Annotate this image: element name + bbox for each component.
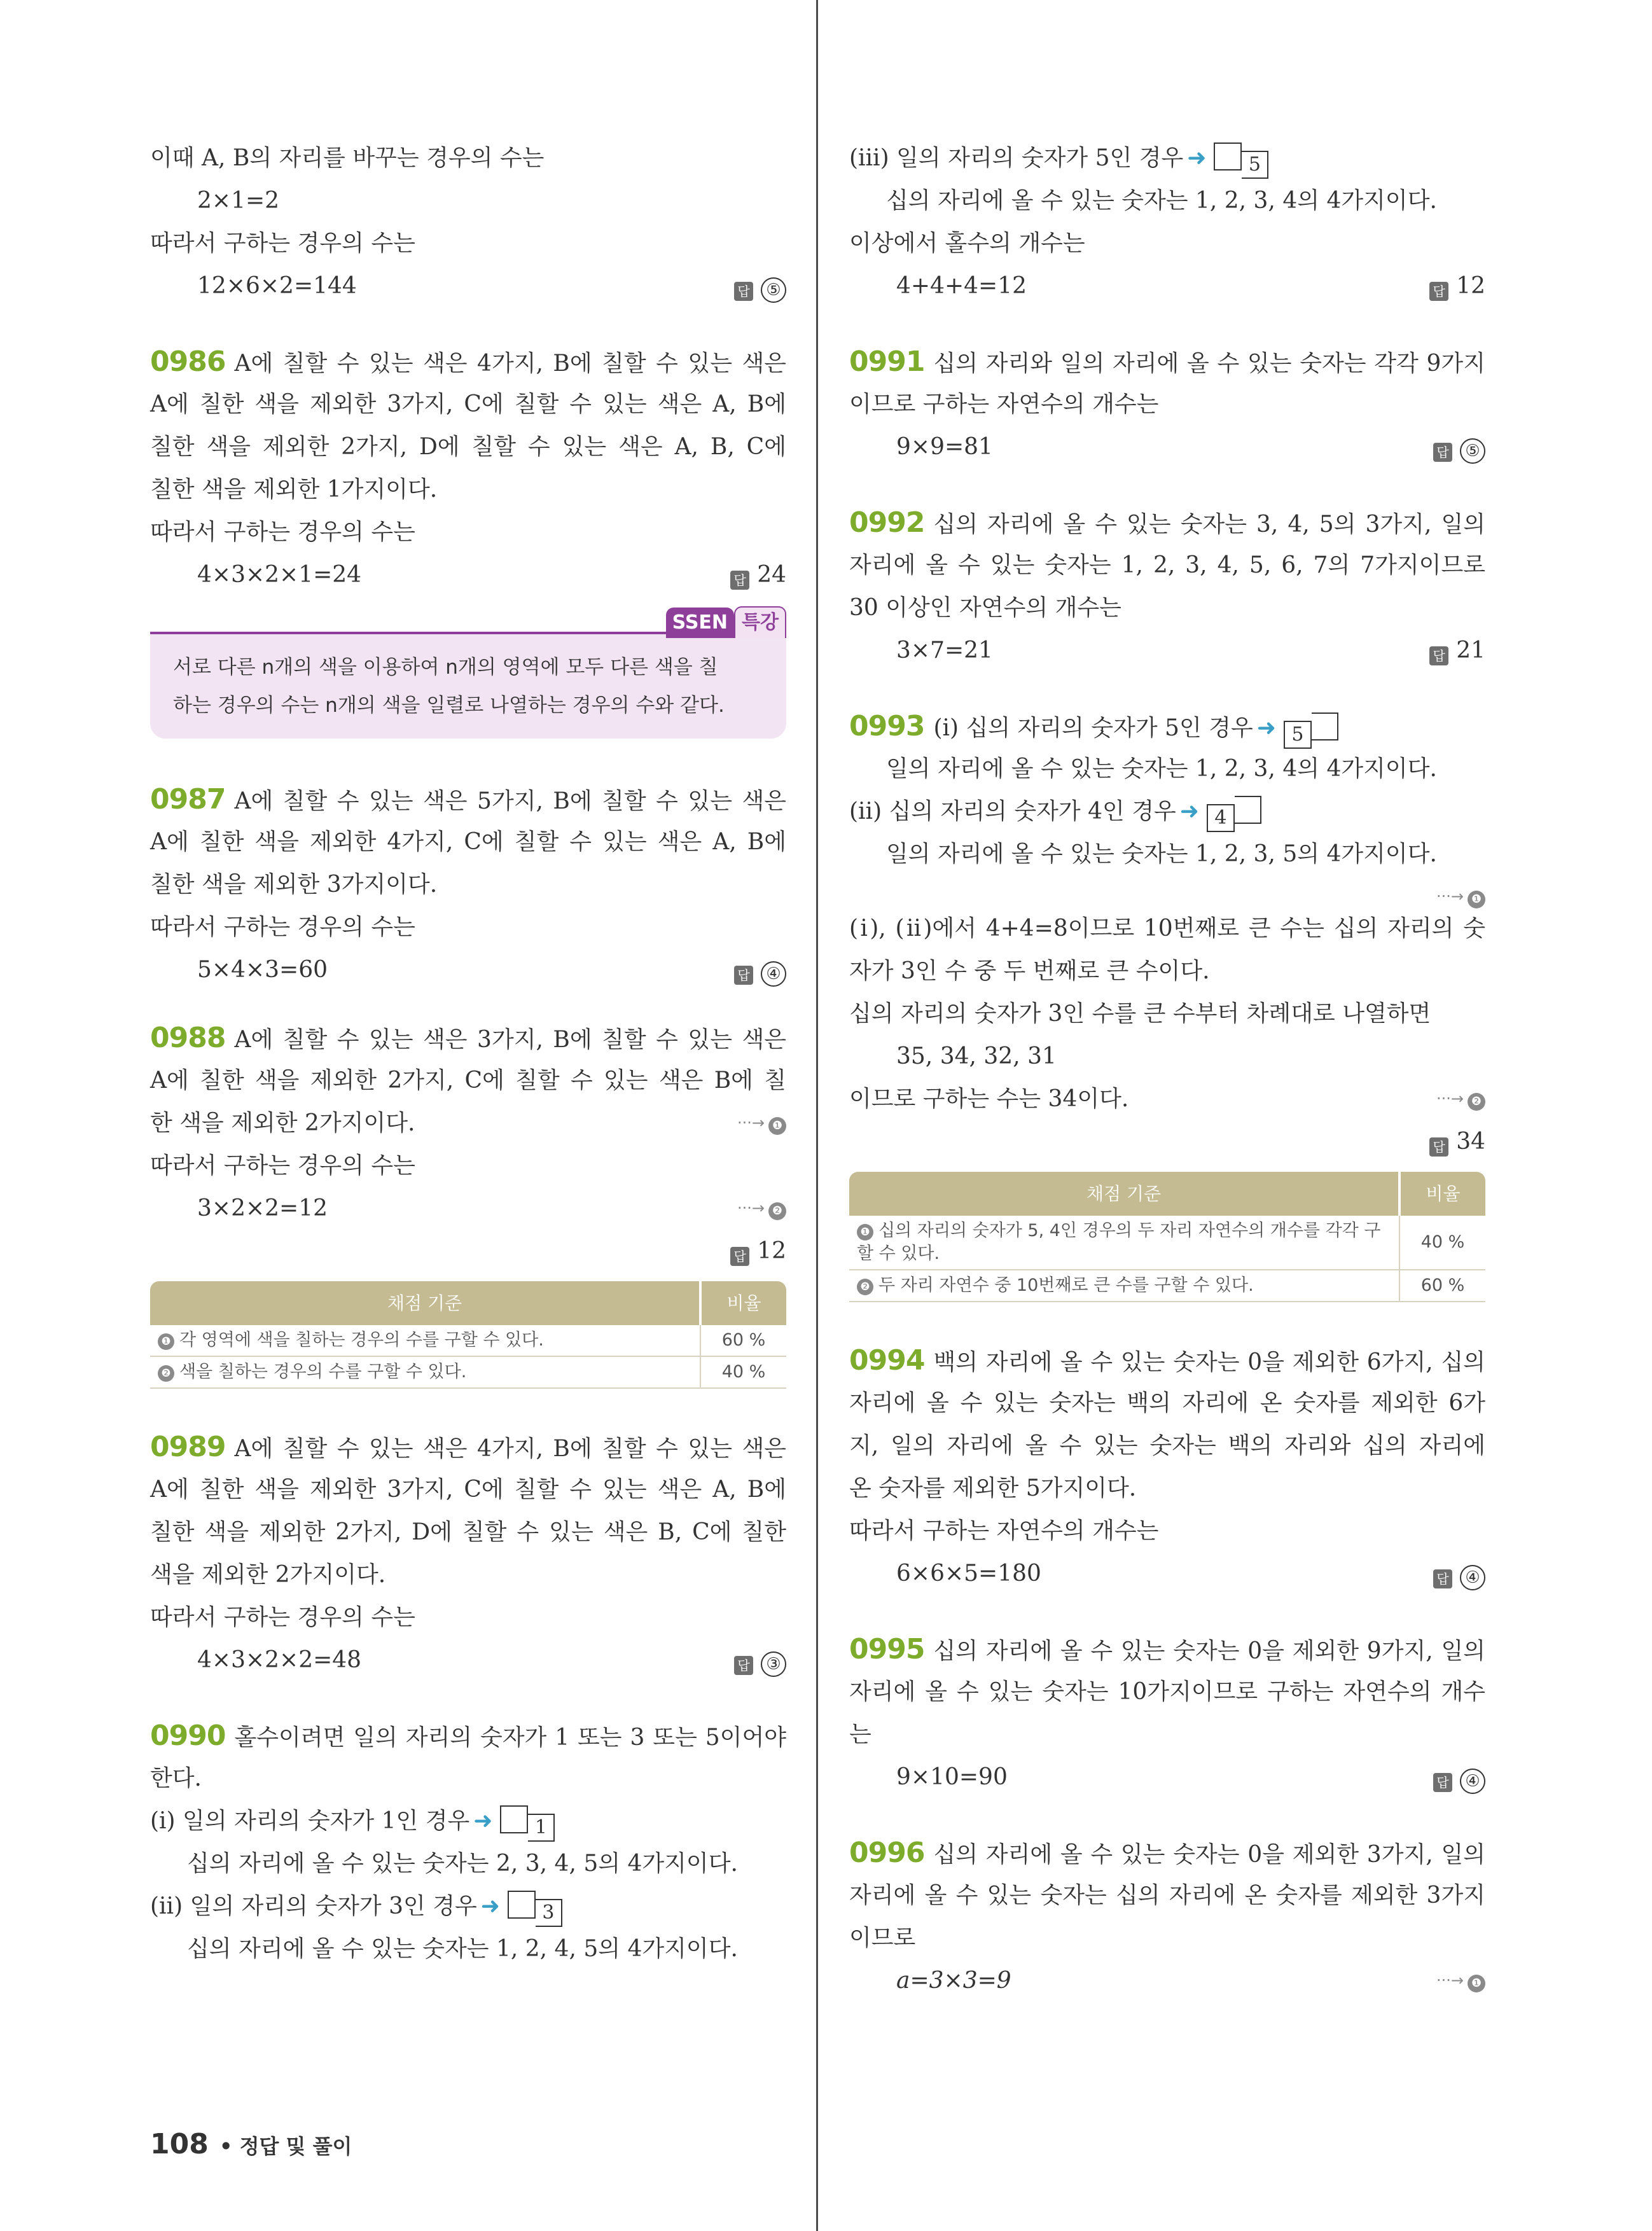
step-mark: ···→ ❷ [737,1187,786,1230]
answer [1429,265,1485,307]
answer [734,1639,786,1681]
text-line: 십의 자리에 올 수 있는 숫자는 1, 2, 4, 5의 4가지이다. [187,1936,738,1962]
text-line: (ⅰ) 일의 자리의 숫자가 1인 경우 [150,1808,470,1834]
empty-digit-box [1214,142,1242,170]
problem-0990-first-line [150,1714,786,1757]
problem-0988-first-line [150,1017,786,1059]
equation-line [849,629,1485,672]
answer-mark-icon: 답 [1429,1137,1448,1157]
text-line: 십의 자리에 올 수 있는 숫자는 2, 3, 4, 5의 4가지이다. [187,1851,738,1877]
text-line: 칠한 색을 제외한 1가지이다. [150,476,438,503]
arrow-right-icon: ➜ [1256,715,1276,741]
text-line: 칠한 색을 제외한 2가지, D에 칠할 수 있는 색은 A, B, C에 [150,434,786,460]
text-line: 홀수이려면 일의 자리의 숫자가 1 또는 3 또는 5이어야 [234,1725,786,1751]
answer [734,265,786,307]
text-line: 십의 자리와 일의 자리에 올 수 있는 숫자는 각각 9가지 [933,351,1485,377]
answer-value: 34 [1456,1129,1485,1155]
answer-mark-icon: 답 [1429,646,1448,665]
text-line: 자리에 올 수 있는 숫자는 10가지이므로 구하는 자연수의 개수 [849,1679,1485,1705]
text-line: 온 숫자를 제외한 5가지이다. [849,1475,1137,1501]
text-line: A에 칠할 수 있는 색은 4가지, B에 칠할 수 있는 색은 [234,351,786,377]
digit-box: 5 [1284,721,1312,749]
equation: 5×4×3=60 [197,957,328,983]
problem-number: 0992 [849,506,925,539]
text-line: (ⅰ) 십의 자리의 숫자가 5인 경우 [933,715,1253,741]
problem-0989-first-line [150,1426,786,1468]
text-line: 따라서 구하는 자연수의 개수는 [849,1518,1159,1544]
case-line [150,1885,786,1928]
left-column [150,137,786,1970]
step-mark: ···→ ❷ [1436,1078,1485,1120]
criterion-rate: 60 % [1399,1270,1485,1302]
equation: a=3×3=9 [896,1968,1011,1994]
text-line: 이므로 구하는 자연수의 개수는 [849,391,1159,417]
answer [1433,1552,1485,1595]
page-number: 108 [150,2128,209,2160]
digit-box: 4 [1207,804,1235,832]
arrow-right-icon: ➜ [1187,145,1207,171]
table-header: 채점 기준 [849,1172,1399,1216]
answer-mark-icon: 답 [730,1247,749,1266]
answer-mark-icon: 답 [734,282,753,301]
text-line: 따라서 구하는 경우의 수는 [150,519,415,545]
step-number: ❶ [1468,891,1485,908]
tip-header [150,600,786,632]
answer-mark-icon: 답 [734,1656,753,1675]
digit-box: 5 [1242,151,1268,179]
problem-0986-first-line [150,340,786,383]
answer [1429,629,1485,672]
answer-mark-icon: 답 [1433,1569,1452,1588]
problem-0995-first-line [849,1628,1485,1671]
text-line: 이때 A, B의 자리를 바꾸는 경우의 수는 [150,145,545,171]
answer-value: ③ [761,1651,786,1677]
answer-value: ⑤ [1460,438,1485,464]
text-line: A에 칠한 색을 제외한 2가지, C에 칠할 수 있는 색은 B에 칠 [150,1067,786,1094]
equation: 3×2×2=12 [197,1195,328,1221]
problem-number: 0995 [849,1633,925,1665]
equation-line [849,1756,1485,1798]
answer-mark-icon: 답 [730,571,749,590]
text-line: 자가 3인 수 중 두 번째로 큰 수이다. [849,958,1210,984]
step-number: ❷ [768,1202,786,1220]
answer-line [150,1230,786,1272]
text-line: A에 칠할 수 있는 색은 5가지, B에 칠할 수 있는 색은 [234,788,786,814]
criterion-number: ❷ [158,1365,174,1382]
text-line: 는 [849,1721,871,1748]
table-row [150,1356,786,1388]
answer-value: 21 [1456,637,1485,664]
answer-mark-icon: 답 [734,966,753,985]
text-line: 십의 자리에 올 수 있는 숫자는 1, 2, 3, 4의 4가지이다. [886,188,1437,214]
table-row [849,1216,1485,1270]
text-line: 한다. [150,1765,202,1791]
empty-digit-box [500,1805,528,1833]
text-line: 자리에 올 수 있는 숫자는 십의 자리에 온 숫자를 제외한 3가지 [849,1882,1485,1908]
criterion-number: ❶ [857,1224,873,1241]
text-line-with-mark [150,1102,786,1144]
text-line: 30 이상인 자연수의 개수는 [849,595,1121,621]
equation-line [150,1187,786,1230]
text-line: 십의 자리에 올 수 있는 숫자는 3, 4, 5의 3가지, 일의 [933,511,1485,538]
right-column [849,137,1485,2002]
problem-0992-first-line [849,501,1485,544]
answer-value: 12 [1456,273,1485,299]
table-row [150,1325,786,1356]
equation: 4+4+4=12 [896,273,1027,299]
problem-0996-first-line [849,1831,1485,1874]
text-line: A에 칠한 색을 제외한 3가지, C에 칠할 수 있는 색은 A, B에 [150,1477,786,1503]
equation: 4×3×2×2=48 [197,1647,362,1673]
problem-number: 0988 [150,1022,226,1054]
answer [1429,1120,1485,1163]
problem-number: 0991 [849,345,925,378]
problem-0993-first-line [849,705,1485,747]
answer [730,1230,786,1272]
digit-box: 3 [536,1899,562,1927]
criterion-text: 각 영역에 색을 칠하는 경우의 수를 구할 수 있다. [179,1330,544,1350]
problem-number: 0990 [150,1720,226,1752]
table-header: 비율 [1399,1172,1485,1216]
text-line: (ⅱ) 십의 자리의 숫자가 4인 경우 [849,798,1176,824]
answer-value: ④ [1460,1769,1485,1794]
criterion-text: 십의 자리의 숫자가 5, 4인 경우의 두 자리 자연수의 개수를 각각 구할 수 있다. [857,1221,1381,1263]
case-line [849,790,1485,833]
empty-digit-box [508,1891,536,1919]
text-line: 십의 자리에 올 수 있는 숫자는 0을 제외한 3가지, 일의 [933,1842,1485,1868]
step-number: ❶ [768,1117,786,1135]
text-line: 칠한 색을 제외한 2가지, D에 칠할 수 있는 색은 B, C에 칠한 [150,1519,786,1545]
arrow-right-icon: ➜ [473,1808,493,1834]
answer [1433,1756,1485,1798]
text-line: (ⅰ), (ⅱ)에서 4+4=8이므로 10번째로 큰 수는 십의 자리의 숫 [849,915,1485,942]
text-line: 따라서 구하는 경우의 수는 [150,1153,415,1179]
equation: 9×9=81 [896,434,993,460]
tip-box [150,632,786,739]
text-line: 이므로 구하는 수는 34이다. [849,1086,1129,1112]
text-line: 한 색을 제외한 2가지이다. [150,1110,415,1136]
problem-0991-first-line [849,340,1485,383]
ssen-tag: SSEN [666,608,734,638]
text-line: 십의 자리에 올 수 있는 숫자는 0을 제외한 9가지, 일의 [933,1638,1485,1664]
text-line: A에 칠한 색을 제외한 3가지, C에 칠할 수 있는 색은 A, B에 [150,391,786,417]
text-line: 칠한 색을 제외한 3가지이다. [150,872,438,898]
scoring-table [150,1281,786,1389]
text-line: 일의 자리에 올 수 있는 숫자는 1, 2, 3, 5의 4가지이다. [886,841,1437,867]
equation-line [150,265,786,307]
page-footer [150,2128,352,2160]
step-mark: ···→ ❶ [1436,875,1485,918]
answer-value: ④ [761,961,786,987]
text-line: (ⅲ) 일의 자리의 숫자가 5인 경우 [849,145,1184,171]
text-line: 따라서 구하는 경우의 수는 [150,230,415,256]
criterion-text: 두 자리 자연수 중 10번째로 큰 수를 구할 수 있다. [878,1275,1254,1295]
problem-number: 0987 [150,783,226,816]
footer-title: • 정답 및 풀이 [212,2134,352,2158]
answer-value: 24 [757,562,786,588]
text-line: 자리에 올 수 있는 숫자는 백의 자리에 온 숫자를 제외한 6가 [849,1390,1485,1416]
column-divider [816,0,818,2231]
text-line-with-mark [849,1078,1485,1120]
arrow-right-icon: ➜ [480,1893,500,1919]
answer-mark-icon: 답 [1433,1773,1452,1792]
step-number: ❶ [1468,1975,1485,1992]
tip-text: 하는 경우의 수는 n개의 색을 일렬로 나열하는 경우의 수와 같다. [173,694,725,717]
arrow-right-icon: ➜ [1179,798,1199,824]
equation-line [150,553,786,596]
text-line: 십의 자리의 숫자가 3인 수를 큰 수부터 차례대로 나열하면 [849,1001,1431,1027]
equation-line [849,1959,1485,2002]
step-mark: ···→ ❶ [1436,1959,1485,2002]
equation-line [849,426,1485,468]
problem-0994-first-line [849,1339,1485,1382]
text-line: 색을 제외한 2가지이다. [150,1562,386,1588]
answer-mark-icon: 답 [1433,443,1452,462]
problem-number: 0996 [849,1837,925,1869]
text-line: 일의 자리에 올 수 있는 숫자는 1, 2, 3, 4의 4가지이다. [886,756,1437,782]
problem-number: 0993 [849,710,925,742]
step-mark: ···→ ❶ [737,1102,786,1144]
problem-number: 0989 [150,1431,226,1463]
equation-line [849,1552,1485,1595]
answer-line [849,1120,1485,1163]
answer-mark-icon: 답 [1429,282,1448,301]
step-mark-line [849,875,1485,907]
text-line: A에 칠할 수 있는 색은 3가지, B에 칠할 수 있는 색은 [234,1027,786,1053]
text-line: 이상에서 홀수의 개수는 [849,230,1085,256]
text-line: A에 칠한 색을 제외한 4가지, C에 칠할 수 있는 색은 A, B에 [150,829,786,855]
text-line: 따라서 구하는 경우의 수는 [150,1604,415,1630]
equation: 9×10=90 [896,1764,1008,1790]
equation: 12×6×2=144 [197,273,357,299]
special-tag: 특강 [734,606,786,638]
answer [730,553,786,596]
criterion-rate: 40 % [1399,1216,1485,1270]
equation-line [849,265,1485,307]
problem-0987-first-line [150,778,786,821]
table-header: 비율 [700,1281,786,1325]
criterion-rate: 40 % [700,1356,786,1388]
answer [1433,426,1485,468]
empty-digit-box [1235,796,1261,824]
text-line: 따라서 구하는 경우의 수는 [150,914,415,940]
equation-line [150,1639,786,1681]
case-line [849,137,1485,179]
empty-digit-box [1312,712,1338,740]
text-line: 백의 자리에 올 수 있는 숫자는 0을 제외한 6가지, 십의 [933,1349,1485,1375]
digit-box: 1 [528,1814,555,1842]
text-line: (ⅱ) 일의 자리의 숫자가 3인 경우 [150,1893,477,1919]
text-line: A에 칠할 수 있는 색은 4가지, B에 칠할 수 있는 색은 [234,1436,786,1462]
equation: 2×1=2 [197,188,280,214]
criterion-number: ❶ [158,1333,174,1350]
criterion-text: 색을 칠하는 경우의 수를 구할 수 있다. [179,1362,467,1382]
number-list: 35, 34, 32, 31 [896,1043,1057,1069]
text-line: 이므로 [849,1925,916,1951]
text-line: 자리에 올 수 있는 숫자는 1, 2, 3, 4, 5, 6, 7의 7가지이므로 [849,552,1485,578]
criterion-number: ❷ [857,1279,873,1295]
problem-number: 0986 [150,345,226,378]
equation: 6×6×5=180 [896,1560,1041,1587]
answer-value: 12 [757,1238,786,1264]
tip-text: 서로 다른 n개의 색을 이용하여 n개의 영역에 모두 다른 색을 칠 [173,656,718,679]
scoring-table [849,1172,1485,1302]
text-line: 지, 일의 자리에 올 수 있는 숫자는 백의 자리와 십의 자리에 [849,1433,1485,1459]
equation: 4×3×2×1=24 [197,562,362,588]
table-row [849,1270,1485,1302]
answer-value: ④ [1460,1565,1485,1590]
step-number: ❷ [1468,1093,1485,1111]
table-header: 채점 기준 [150,1281,700,1325]
problem-number: 0994 [849,1344,925,1377]
answer-value: ⑤ [761,277,786,303]
criterion-rate: 60 % [700,1325,786,1356]
answer [734,949,786,991]
equation-line [150,949,786,991]
case-line [150,1800,786,1842]
equation: 3×7=21 [896,637,993,664]
